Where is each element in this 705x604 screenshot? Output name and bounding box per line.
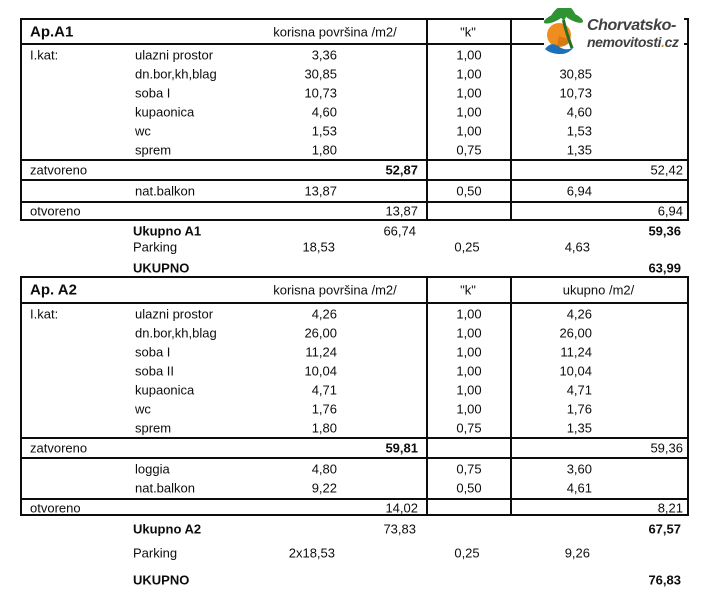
room-name: nat.balkon xyxy=(135,480,195,496)
room-name: wc xyxy=(135,123,151,138)
row-label: zatvoreno xyxy=(30,162,88,178)
section-ap-a2-table xyxy=(20,276,689,516)
k-value: 1,00 xyxy=(456,85,482,100)
total-value: 4,26 xyxy=(566,306,592,321)
area-value: 4,60 xyxy=(311,104,337,119)
table-body xyxy=(22,304,687,516)
area-total: 73,83 xyxy=(383,521,416,536)
total-value: 4,61 xyxy=(566,480,592,496)
total-value: 26,00 xyxy=(559,325,592,340)
total-subtotal: 8,21 xyxy=(657,500,683,516)
table-row xyxy=(22,418,687,437)
area-value: 4,26 xyxy=(311,306,337,321)
table-row xyxy=(22,181,687,201)
column-header-area: korisna površina /m2/ xyxy=(273,282,397,298)
table-row xyxy=(22,102,687,121)
area-value: 10,04 xyxy=(304,363,337,378)
k-value: 1,00 xyxy=(456,363,482,378)
k-value: 1,00 xyxy=(456,325,482,340)
k-value: 0,75 xyxy=(456,420,482,435)
total-subtotal: 6,94 xyxy=(657,203,683,219)
k-value: 0,25 xyxy=(454,239,480,255)
k-value: 1,00 xyxy=(456,123,482,138)
total-value: 10,04 xyxy=(559,363,592,378)
area-value: 2x18,53 xyxy=(288,545,335,560)
row-label: UKUPNO xyxy=(133,572,190,587)
area-value: 30,85 xyxy=(304,66,337,81)
area-subtotal: 13,87 xyxy=(385,203,418,219)
logo-brand-line2 xyxy=(587,35,679,49)
k-value: 0,50 xyxy=(456,183,482,199)
section-title: Ap. A2 xyxy=(30,281,77,299)
area-value: 10,73 xyxy=(304,85,337,100)
row-ukupno xyxy=(20,571,689,588)
row-ukupno xyxy=(20,259,689,276)
total-value: 1,76 xyxy=(566,401,592,416)
k-value: 0,75 xyxy=(456,142,482,157)
room-name: dn.bor,kh,blag xyxy=(135,66,217,81)
column-header-area: korisna površina /m2/ xyxy=(273,24,397,39)
total-value: 4,71 xyxy=(566,382,592,397)
table-row xyxy=(22,380,687,399)
total-value: 1,53 xyxy=(566,123,592,138)
total-value: 10,73 xyxy=(559,85,592,100)
area-subtotal: 52,87 xyxy=(385,162,418,178)
total-value: 1,35 xyxy=(566,142,592,157)
table-row xyxy=(22,323,687,342)
grand-total: 63,99 xyxy=(648,260,681,275)
table-row xyxy=(22,140,687,159)
k-value: 1,00 xyxy=(456,104,482,119)
k-value: 0,50 xyxy=(456,480,482,496)
row-label: otvoreno xyxy=(30,203,81,219)
area-value: 1,53 xyxy=(311,123,337,138)
total-value: 30,85 xyxy=(559,66,592,81)
room-name: dn.bor,kh,blag xyxy=(135,325,217,340)
room-name: soba I xyxy=(135,85,171,100)
column-header-k: "k" xyxy=(460,282,476,298)
total-value: 9,26 xyxy=(564,545,590,560)
row-label: Ukupno A1 xyxy=(133,223,202,238)
logo-domain-tld: cz xyxy=(664,33,679,50)
area-value: 4,71 xyxy=(311,382,337,397)
logo-brand-line1: Chorvatsko- xyxy=(587,17,676,35)
grand-total: 76,83 xyxy=(648,572,681,587)
area-value: 26,00 xyxy=(304,325,337,340)
room-name: ulazni prostor xyxy=(135,306,214,321)
k-value: 1,00 xyxy=(456,344,482,359)
total-value: 4,60 xyxy=(566,104,592,119)
area-value: 18,53 xyxy=(302,239,335,255)
room-name: loggia xyxy=(135,461,170,476)
k-value: 0,25 xyxy=(454,545,480,560)
column-header-k: "k" xyxy=(460,24,476,39)
room-name: ulazni prostor xyxy=(135,47,214,62)
room-name: sprem xyxy=(135,142,172,157)
area-value: 3,36 xyxy=(311,47,337,62)
k-value: 1,00 xyxy=(456,306,482,321)
table-row xyxy=(22,304,687,323)
table-row xyxy=(22,64,687,83)
total-value: 3,60 xyxy=(566,461,592,476)
table-row xyxy=(22,459,687,478)
total-value: 11,24 xyxy=(560,344,592,359)
room-name: soba II xyxy=(135,363,175,378)
k-value: 1,00 xyxy=(456,47,482,62)
row-ukupno-a1 xyxy=(20,222,689,239)
row-otvoreno xyxy=(22,498,687,516)
area-value: 1,80 xyxy=(311,420,337,435)
area-subtotal: 14,02 xyxy=(385,500,418,516)
area-value: 1,76 xyxy=(311,401,337,416)
grand-total: 67,57 xyxy=(648,521,681,536)
total-value: 6,94 xyxy=(566,183,592,199)
row-zatvoreno xyxy=(22,437,687,459)
table-header-row xyxy=(22,278,687,304)
area-value: 11,24 xyxy=(305,344,337,359)
row-label: Ukupno A2 xyxy=(133,521,202,536)
company-logo xyxy=(544,8,684,59)
section-title: Ap.A1 xyxy=(30,23,74,40)
room-name: wc xyxy=(135,401,151,416)
k-value: 1,00 xyxy=(456,401,482,416)
area-value: 4,80 xyxy=(311,461,337,476)
row-label: Parking xyxy=(133,239,178,255)
area-total: 66,74 xyxy=(383,223,416,238)
area-value: 1,80 xyxy=(311,142,337,157)
room-name: nat.balkon xyxy=(135,183,195,199)
row-otvoreno xyxy=(22,201,687,219)
room-name: kupaonica xyxy=(135,382,195,397)
table-body xyxy=(22,45,687,219)
palm-tree-sun-wave-icon xyxy=(544,8,584,59)
total-value: 4,63 xyxy=(564,239,590,255)
row-label: otvoreno xyxy=(30,500,81,516)
row-zatvoreno xyxy=(22,159,687,181)
row-label: I.kat: xyxy=(30,47,59,62)
row-ukupno-a2 xyxy=(20,520,689,537)
k-value: 1,00 xyxy=(456,382,482,397)
section-ap-a2-summary xyxy=(20,520,689,588)
area-value: 9,22 xyxy=(311,480,337,496)
grand-total: 59,36 xyxy=(648,223,681,238)
logo-domain-dot: . xyxy=(661,33,665,50)
row-label: I.kat: xyxy=(30,306,59,321)
table-row xyxy=(22,342,687,361)
total-value: 1,35 xyxy=(566,420,592,435)
section-ap-a1-summary xyxy=(20,222,689,276)
room-name: kupaonica xyxy=(135,104,195,119)
table-row xyxy=(22,361,687,380)
room-name: sprem xyxy=(135,420,172,435)
table-row xyxy=(22,121,687,140)
table-row xyxy=(22,83,687,102)
row-parking xyxy=(20,544,689,561)
table-row xyxy=(22,399,687,418)
k-value: 1,00 xyxy=(456,66,482,81)
room-name: soba I xyxy=(135,344,171,359)
row-parking xyxy=(20,239,689,255)
area-value: 13,87 xyxy=(304,183,337,199)
row-label: zatvoreno xyxy=(30,440,88,456)
row-label: UKUPNO xyxy=(133,260,190,275)
area-subtotal: 59,81 xyxy=(385,440,418,456)
logo-domain-name: nemovitosti xyxy=(587,33,662,50)
total-subtotal: 59,36 xyxy=(650,440,683,456)
column-header-total: ukupno /m2/ xyxy=(562,282,635,298)
row-label: Parking xyxy=(133,545,178,560)
table-row xyxy=(22,478,687,498)
total-subtotal: 52,42 xyxy=(650,162,683,178)
k-value: 0,75 xyxy=(456,461,482,476)
